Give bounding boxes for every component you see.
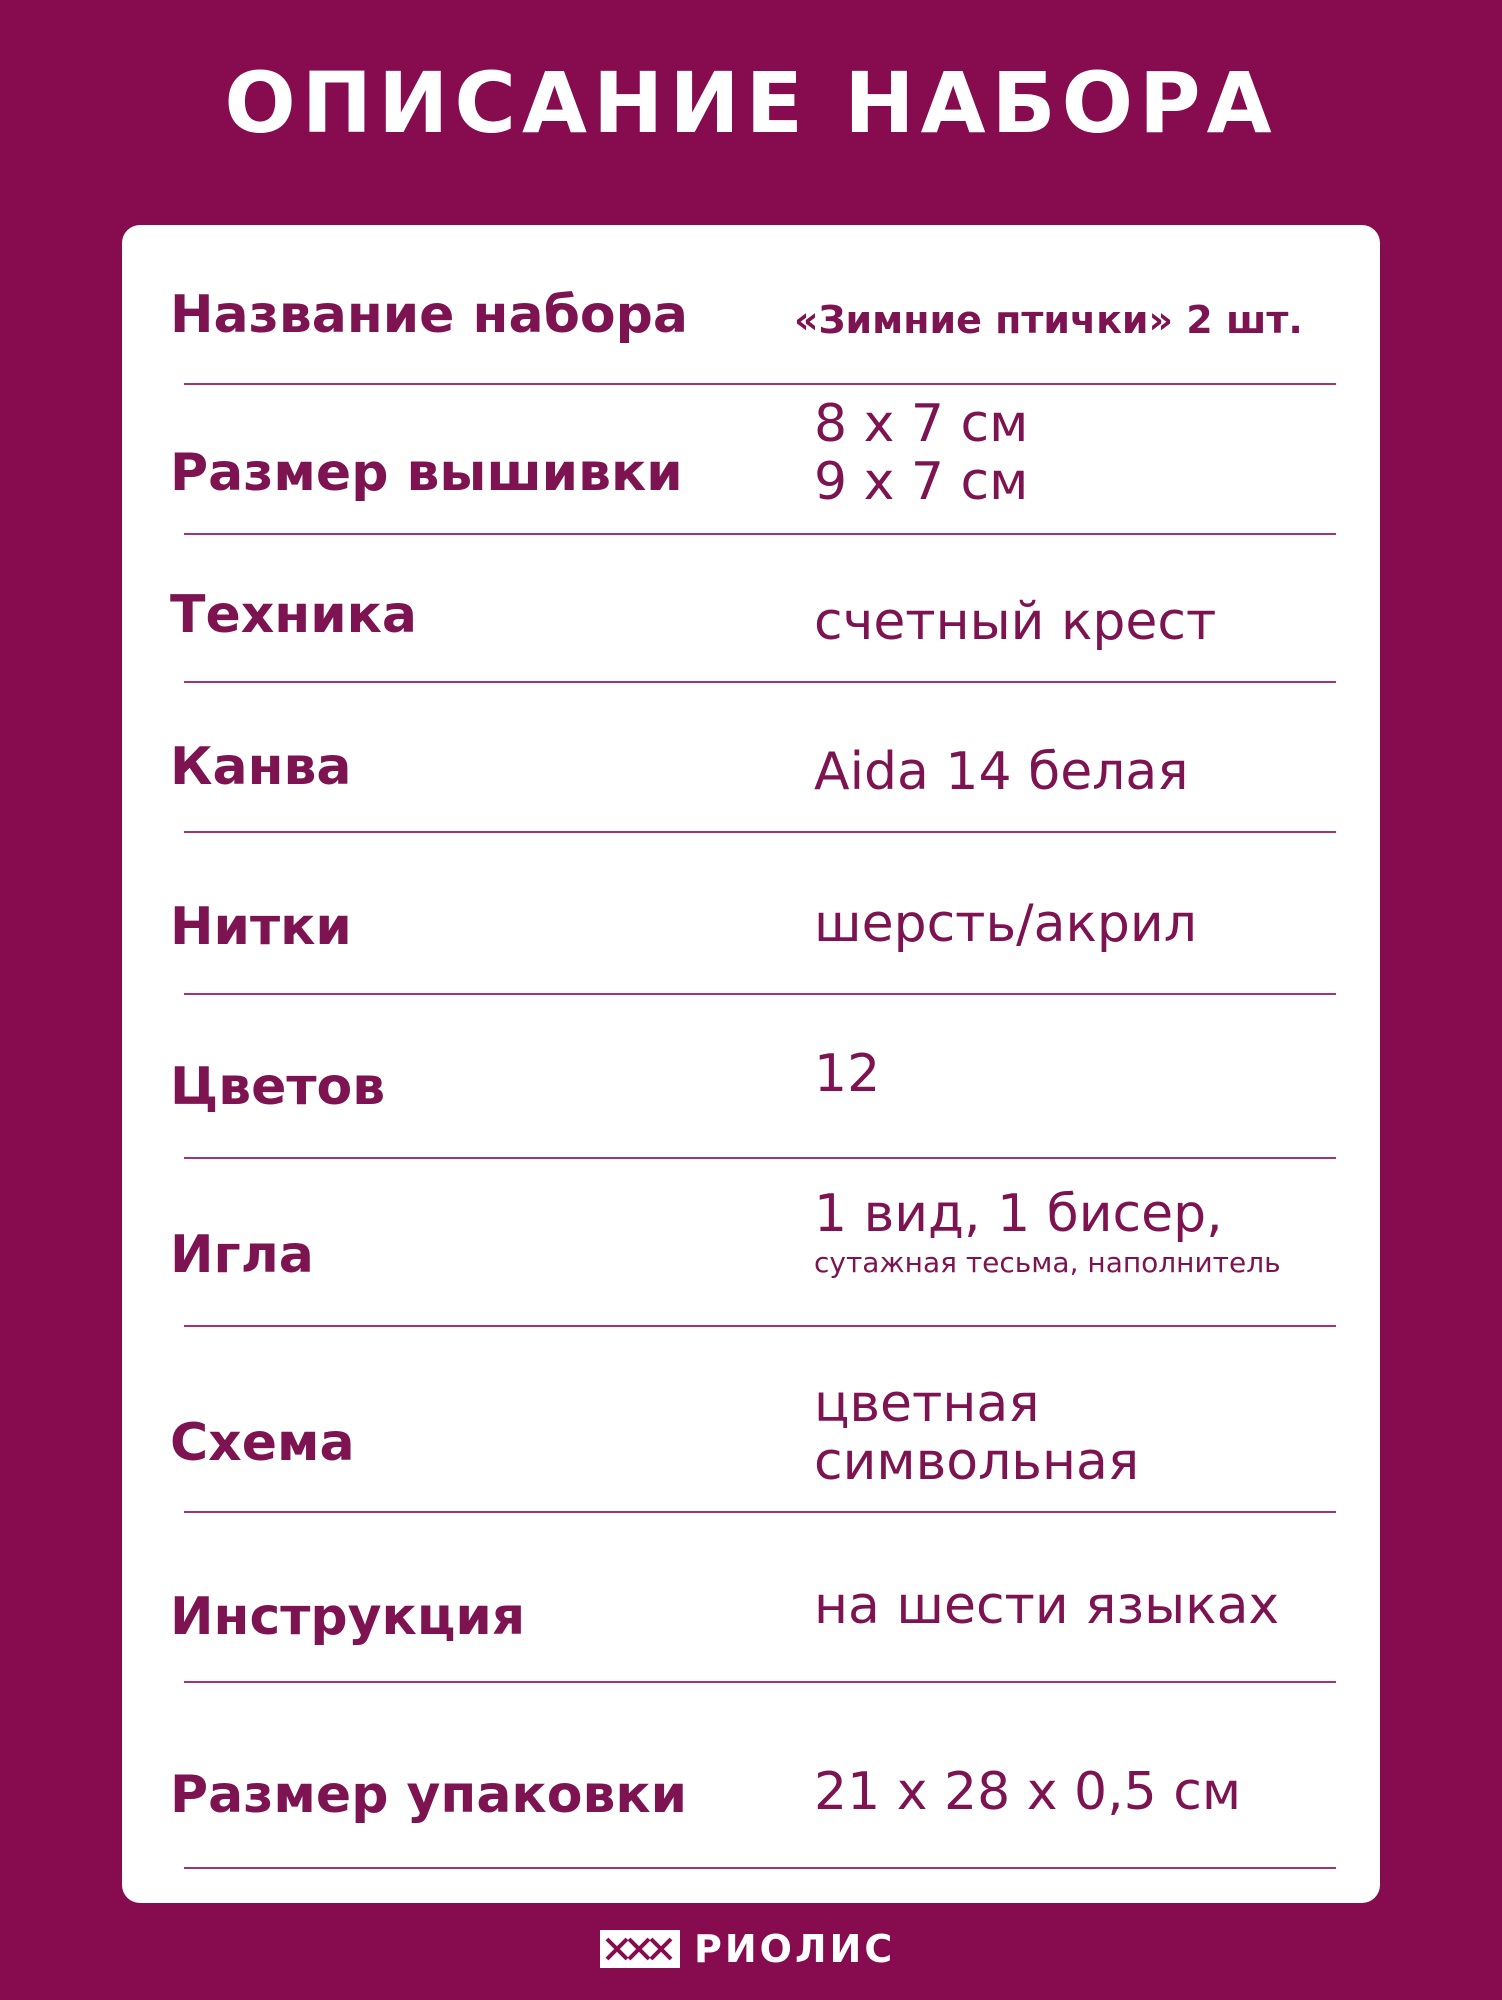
row-label: Название набора <box>170 285 688 345</box>
description-card <box>122 225 1380 1903</box>
row-value: «Зимние птички» 2 шт. <box>794 298 1303 342</box>
row-label: Техника <box>170 585 418 645</box>
brand <box>600 1924 895 1974</box>
row-value: 12 <box>814 1044 881 1104</box>
divider <box>184 681 1336 683</box>
row-value: счетный крест <box>814 592 1217 652</box>
divider <box>184 1511 1336 1513</box>
row-value <box>814 1375 1139 1491</box>
row-label: Нитки <box>170 897 352 957</box>
divider <box>184 1325 1336 1327</box>
row-value-line: символьная <box>814 1432 1140 1492</box>
divider <box>184 1681 1336 1683</box>
page-title: ОПИСАНИЕ НАБОРА <box>224 54 1278 152</box>
row-label: Игла <box>170 1225 314 1285</box>
divider <box>184 1867 1336 1869</box>
brand-name: РИОЛИС <box>694 1927 896 1971</box>
divider <box>184 1157 1336 1159</box>
row-value-note: сутажная тесьма, наполнитель <box>814 1246 1281 1279</box>
brand-logo-icon <box>600 1930 680 1968</box>
row-value: шерсть/акрил <box>814 894 1197 954</box>
divider <box>184 383 1336 385</box>
row-value-line: 1 вид, 1 бисер, <box>814 1184 1223 1244</box>
divider <box>184 831 1336 833</box>
row-label: Размер вышивки <box>170 443 683 503</box>
row-label: Канва <box>170 737 352 797</box>
divider <box>184 993 1336 995</box>
row-label: Размер упаковки <box>170 1765 688 1825</box>
row-value: на шести языках <box>814 1576 1280 1636</box>
row-label: Инструкция <box>170 1587 526 1647</box>
row-value: 21 x 28 x 0,5 см <box>814 1762 1242 1822</box>
row-value-line: 8 x 7 см <box>814 394 1029 454</box>
row-value <box>814 395 1028 511</box>
row-value-line: цветная <box>814 1374 1040 1434</box>
row-value-line: 9 x 7 см <box>814 452 1029 512</box>
row-label: Цветов <box>170 1057 386 1117</box>
divider <box>184 533 1336 535</box>
row-value: Aida 14 белая <box>814 742 1189 802</box>
row-value <box>814 1185 1281 1283</box>
row-label: Схема <box>170 1413 355 1473</box>
